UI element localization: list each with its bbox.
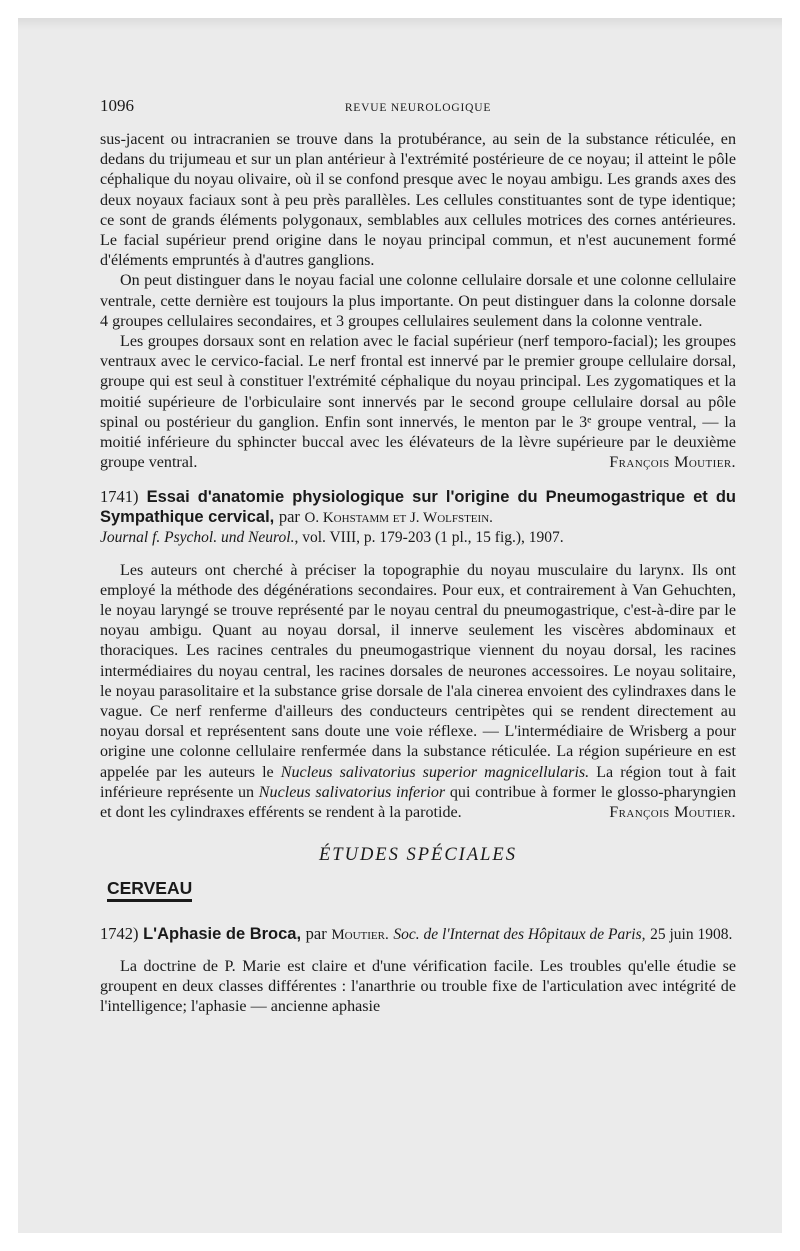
running-title: REVUE NEUROLOGIQUE	[344, 102, 492, 114]
entry-1741-authors: O. Kohstamm et J. Wolfstein.	[304, 510, 493, 527]
entry-1742-author: Moutier.	[331, 926, 389, 943]
entry-1742-title: L'Aphasie de Broca,	[143, 924, 302, 943]
entry-1741-term-inferior: Nucleus salivatorius inferior	[258, 783, 446, 801]
signature-moutier-2: François Moutier.	[609, 804, 736, 822]
entry-1742-par: par	[305, 923, 327, 943]
entry-1742	[100, 924, 736, 1018]
entry-1742-heading	[100, 924, 736, 945]
entry-1741-heading	[100, 487, 736, 528]
entry-1741-body-text: Les auteurs ont cherché à préciser la topographie du noyau musculaire du larynx. Ils ont employé la méthode des dégénérations secondaires. Pour eux, et contrairement à Van Gehuchten, le noyau laryngé se trouve représenté par le noyau central du pneumogastrique, c'est-à-dire par le noyau ambigu. Quant au noyau dorsal, il innerve seulement les viscères abdominaux et thoraciques. Les racines centrales du pneumogastrique viennent du noyau dorsal, les racines intermédiaires du noyau central, les racines dorsales de neurones accessoires. Le noyau solitaire, le noyau parasolitaire et la substance grise dorsale de l'ala cinerea envoient des cylindraxes dans le vague. Ce nerf renferme d'ailleurs des conducteurs centripètes qui se rendent directement au noyau dorsal et représentent sans doute une voie réflexe. — L'intermédiaire de Wrisberg a pour origine une colonne cellulaire renfermée dans la substance réticulée. La région supérieure en est appelée par les auteurs le	[100, 561, 736, 781]
page-content	[100, 96, 736, 1017]
entry-1741-par: par	[278, 507, 300, 527]
entry-1742-date: 25 juin 1908.	[650, 925, 733, 943]
entry-1742-body: La doctrine de P. Marie est claire et d'une vérification facile. Les troubles qu'elle étudie se groupent en deux classes différentes : l'anarthrie ou trouble fixe de l'articulation avec intégrité de l'intelligence; l'aphasie — ancienne aphasie	[100, 957, 736, 1016]
entry-1742-source: Soc. de l'Internat des Hôpitaux de Paris,	[393, 925, 646, 943]
entry-1741-number: 1741)	[100, 487, 139, 507]
paragraph-cell-groups	[100, 332, 736, 473]
signature-moutier-1: François Moutier.	[609, 454, 736, 472]
paragraph-facial-nucleus: sus-jacent ou intracranien se trouve dans la protubérance, au sein de la substance réticulée, en dedans du trijumeau et sur un plan antérieur à l'extrémité postérieure de ce noyau; il atteint le pôle céphalique du noyau olivaire, où il se confond presque avec le noyau ambigu. Les grands axes des deux noyaux faciaux sont à peu près parallèles. Les cellules constituantes sont de type identique; ce sont de grands éléments polygonaux, semblables aux cellules motrices des cornes antérieures. Le facial supérieur prend origine dans le noyau principal commun, et n'est aucunement formé d'éléments empruntés à d'autres ganglions.	[100, 131, 736, 270]
entry-1741	[100, 487, 736, 823]
entry-1741-journal: Journal f. Psychol. und Neurol.	[100, 529, 295, 547]
entry-1742-heading-line-1	[100, 924, 736, 945]
entry-1741-body	[100, 561, 736, 824]
paragraph-cell-columns: On peut distinguer dans le noyau facial une colonne cellulaire dorsale et une colonne cellulaire ventrale, cette dernière est toujours la plus importante. On peut distinguer dans la colonne dorsale 4 groupes cellulaires secondaires, et 3 groupes cellulaires seulement dans la colonne ventrale.	[100, 272, 736, 330]
page-header	[100, 96, 736, 120]
entry-1742-number: 1742)	[100, 923, 139, 943]
paragraph-cell-groups-text: Les groupes dorsaux sont en relation avec le facial supérieur (nerf temporo-facial); les groupes ventraux avec le cervico-facial. Le nerf frontal est innervé par le premier groupe cellulaire dorsal, groupe qui est seul à constituer l'extrémité céphalique du noyau principal. Les zygomatiques et la moitié supérieure de l'orbiculaire sont innervés par le second groupe cellulaire dorsal au pôle spinal ou postérieur du ganglion. Enfin sont innervés, le menton par le 3ᵉ groupe ventral, — la moitié inférieure du sphincter buccal avec les élévateurs de la lèvre supérieure par le deuxième groupe ventral.	[100, 333, 736, 472]
entry-1741-citation	[100, 528, 736, 548]
entry-1741-reference: , vol. VIII, p. 179-203 (1 pl., 15 fig.), 1907.	[294, 529, 564, 547]
section-title: ÉTUDES SPÉCIALES	[319, 845, 517, 866]
entry-1741-title: Essai d'anatomie physiologique sur l'origine du Pneumogastrique et du Sympathique cervical,	[100, 488, 736, 527]
entry-1741-term-superior: Nucleus salivatorius superior magnicellularis.	[280, 763, 590, 781]
entry-1741-body-text-3: qui contribue à former le glosso-pharyngien et dont les cylindraxes efférents se rendent à la parotide.	[100, 783, 737, 822]
page-number: 1096	[100, 96, 134, 115]
subsection-heading: CERVEAU	[107, 878, 192, 902]
entry-1741-body-text-2: La région tout à fait inférieure représente un	[100, 763, 736, 801]
